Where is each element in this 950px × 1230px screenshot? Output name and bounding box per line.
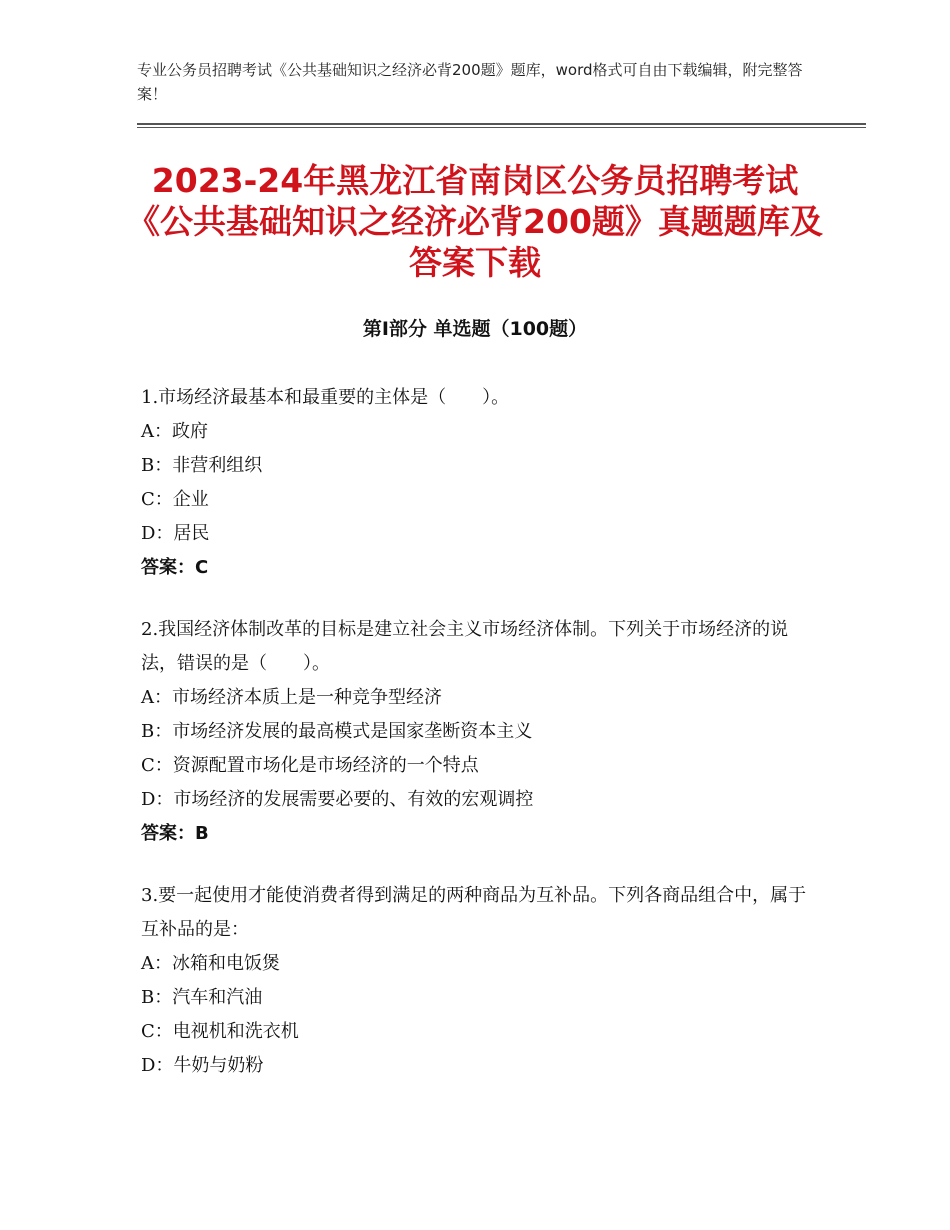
option-a: A：冰箱和电饭煲 (141, 953, 280, 974)
option-d: D：市场经济的发展需要必要的、有效的宏观调控 (141, 789, 534, 810)
question-stem: 3.要一起使用才能使消费者得到满足的两种商品为互补品。下列各商品组合中，属于互补品的是： (141, 885, 807, 940)
answer: 答案：B (141, 823, 209, 844)
option-a: A：市场经济本质上是一种竞争型经济 (141, 687, 442, 708)
header-divider-thick (137, 123, 866, 125)
option-c: C：电视机和洗衣机 (141, 1021, 299, 1042)
header-note: 专业公务员招聘考试《公共基础知识之经济必背200题》题库，word格式可自由下载编辑，附完整答案！ (137, 61, 803, 103)
option-b: B：市场经济发展的最高模式是国家垄断资本主义 (141, 721, 533, 742)
document-title: 2023-24年黑龙江省南岗区公务员招聘考试《公共基础知识之经济必背200题》真题题库及答案下载 (127, 161, 823, 282)
question-1 (141, 381, 821, 585)
option-b: B：非营利组织 (141, 455, 263, 476)
question-list (141, 381, 821, 1111)
option-c: C：企业 (141, 489, 209, 510)
question-2 (141, 613, 821, 851)
option-a: A：政府 (141, 421, 208, 442)
option-d: D：牛奶与奶粉 (141, 1055, 264, 1076)
section-title: 第Ⅰ部分 单选题（100题） (362, 318, 588, 340)
answer: 答案：C (141, 557, 209, 578)
question-stem: 2.我国经济体制改革的目标是建立社会主义市场经济体制。下列关于市场经济的说法，错误的是（ ）。 (141, 619, 789, 674)
header-divider-thin (137, 127, 866, 128)
option-c: C：资源配置市场化是市场经济的一个特点 (141, 755, 479, 776)
option-b: B：汽车和汽油 (141, 987, 263, 1008)
option-d: D：居民 (141, 523, 210, 544)
question-stem: 1.市场经济最基本和最重要的主体是（ ）。 (141, 387, 510, 408)
question-3 (141, 879, 821, 1083)
